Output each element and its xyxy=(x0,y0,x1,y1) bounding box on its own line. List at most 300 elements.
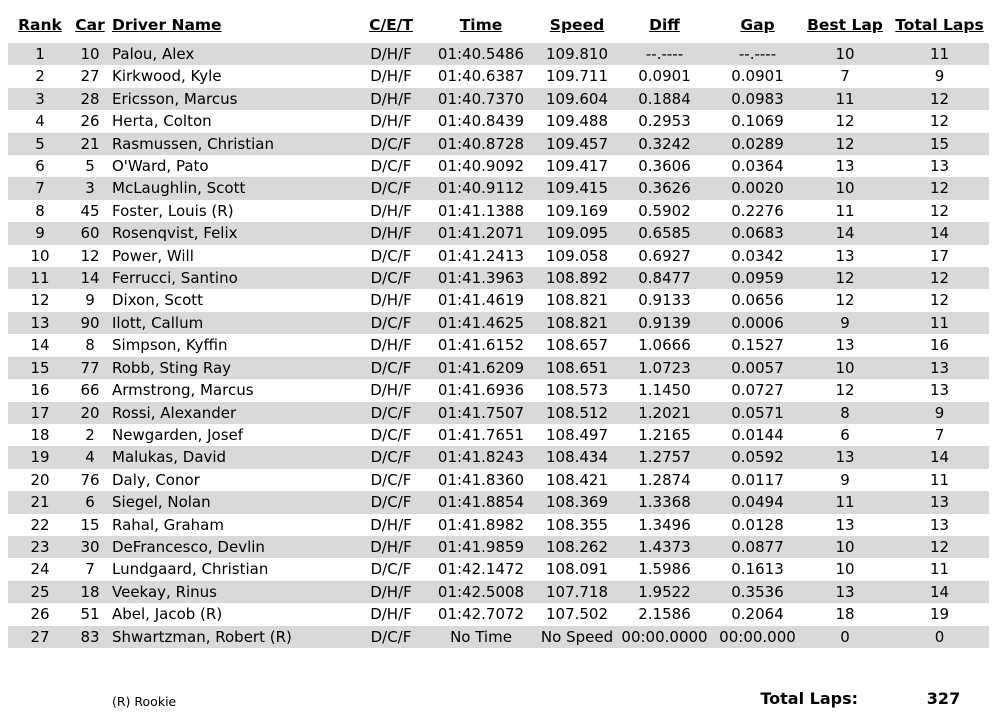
speed-cell: 109.058 xyxy=(545,246,609,265)
driver-name-cell: O'Ward, Pato xyxy=(112,157,209,176)
driver-name-cell: Daly, Conor xyxy=(112,470,200,489)
gap-cell: 0.0656 xyxy=(731,291,784,310)
total-laps-cell: 13 xyxy=(929,358,950,377)
gap-cell: 0.0494 xyxy=(731,493,784,512)
total-laps-cell: 9 xyxy=(934,67,945,86)
time-cell: 01:40.8728 xyxy=(437,134,525,153)
table-row xyxy=(8,334,989,356)
driver-name-cell: Abel, Jacob (R) xyxy=(112,605,223,624)
best-lap-cell: 13 xyxy=(835,448,855,467)
sheet-footer xyxy=(0,684,999,718)
total-laps-cell: 13 xyxy=(929,493,950,512)
best-lap-cell: 12 xyxy=(835,269,855,288)
col-header-total-laps: Total Laps xyxy=(895,16,984,34)
driver-name-cell: Armstrong, Marcus xyxy=(112,381,254,400)
diff-cell: 0.1884 xyxy=(638,89,691,108)
gap-cell: 0.1613 xyxy=(731,560,784,579)
total-laps-cell: 12 xyxy=(929,537,950,556)
driver-name-cell: Rosenqvist, Felix xyxy=(112,224,238,243)
total-laps-cell: 15 xyxy=(929,134,950,153)
col-header-speed: Speed xyxy=(549,16,605,34)
total-laps-cell: 7 xyxy=(934,425,945,444)
time-cell: 01:40.5486 xyxy=(437,45,525,63)
car-number-cell: 3 xyxy=(85,179,95,198)
driver-name-cell: Ferrucci, Santino xyxy=(112,269,238,288)
rank-cell: 20 xyxy=(30,470,50,489)
gap-cell: 0.0020 xyxy=(731,179,784,198)
diff-cell: 0.5902 xyxy=(638,201,691,220)
table-row xyxy=(8,536,989,558)
car-number-cell: 21 xyxy=(80,134,100,153)
diff-cell: 1.5986 xyxy=(638,560,691,579)
rank-cell: 14 xyxy=(30,336,50,355)
car-number-cell: 76 xyxy=(80,470,100,489)
rank-cell: 3 xyxy=(35,89,45,108)
driver-name-cell: Simpson, Kyffin xyxy=(112,336,228,355)
gap-cell: 0.0901 xyxy=(731,67,784,86)
table-row xyxy=(8,357,989,379)
table-row xyxy=(8,603,989,625)
car-number-cell: 51 xyxy=(80,605,100,624)
rank-cell: 21 xyxy=(30,493,50,512)
driver-name-cell: Herta, Colton xyxy=(112,112,212,131)
diff-cell: 0.2953 xyxy=(638,112,691,131)
best-lap-cell: 10 xyxy=(835,560,855,579)
speed-cell: 107.718 xyxy=(545,582,609,601)
car-number-cell: 18 xyxy=(80,582,100,601)
table-row xyxy=(8,558,989,580)
table-row xyxy=(8,65,989,87)
rank-cell: 10 xyxy=(30,246,50,265)
cet-cell: D/H/F xyxy=(370,224,412,243)
car-number-cell: 66 xyxy=(80,381,100,400)
gap-cell: 0.0364 xyxy=(731,157,784,176)
driver-name-cell: Newgarden, Josef xyxy=(112,425,244,444)
results-table-body xyxy=(8,43,989,648)
total-laps-cell: 13 xyxy=(929,157,950,176)
diff-cell: 0.3606 xyxy=(638,157,691,176)
best-lap-cell: 10 xyxy=(835,358,855,377)
speed-cell: 108.262 xyxy=(545,537,609,556)
car-number-cell: 8 xyxy=(85,336,95,355)
speed-cell: 109.457 xyxy=(545,134,609,153)
speed-cell: 109.604 xyxy=(545,89,609,108)
driver-name-cell: Robb, Sting Ray xyxy=(112,358,232,377)
rank-cell: 24 xyxy=(30,560,50,579)
driver-name-cell: DeFrancesco, Devlin xyxy=(112,537,265,556)
total-laps-cell: 12 xyxy=(929,269,950,288)
driver-name-cell: Lundgaard, Christian xyxy=(112,560,269,579)
best-lap-cell: 9 xyxy=(840,313,850,332)
time-cell: 01:40.9092 xyxy=(437,157,525,176)
driver-name-cell: Power, Will xyxy=(112,246,194,265)
speed-cell: 108.651 xyxy=(545,358,609,377)
time-cell: 01:41.3963 xyxy=(437,269,525,288)
speed-cell: 108.497 xyxy=(545,425,609,444)
speed-cell: 109.417 xyxy=(545,157,609,176)
car-number-cell: 90 xyxy=(80,313,100,332)
diff-cell: 00:00.0000 xyxy=(621,627,708,646)
best-lap-cell: 10 xyxy=(835,45,855,63)
best-lap-cell: 10 xyxy=(835,537,855,556)
cet-cell: D/H/F xyxy=(370,291,412,310)
table-row xyxy=(8,110,989,132)
cet-cell: D/C/F xyxy=(370,493,412,512)
diff-cell: 1.9522 xyxy=(638,582,691,601)
time-cell: 01:41.9859 xyxy=(437,537,525,556)
speed-cell: 109.415 xyxy=(545,179,609,198)
col-header-rank: Rank xyxy=(18,16,62,34)
rank-cell: 16 xyxy=(30,381,50,400)
rank-cell: 23 xyxy=(30,537,50,556)
gap-cell: 0.2276 xyxy=(731,201,784,220)
best-lap-cell: 8 xyxy=(840,403,850,422)
col-header-best-lap: Best Lap xyxy=(807,16,883,34)
gap-cell: 0.0006 xyxy=(731,313,784,332)
rank-cell: 26 xyxy=(30,605,50,624)
total-laps-cell: 12 xyxy=(929,112,950,131)
speed-cell: 108.355 xyxy=(545,515,609,534)
total-laps-cell: 14 xyxy=(929,582,950,601)
car-number-cell: 14 xyxy=(80,269,100,288)
time-cell: 01:40.7370 xyxy=(437,89,525,108)
rank-cell: 17 xyxy=(30,403,50,422)
table-row xyxy=(8,267,989,289)
diff-cell: 1.0666 xyxy=(638,336,691,355)
time-cell: 01:41.1388 xyxy=(437,201,525,220)
cet-cell: D/H/F xyxy=(370,605,412,624)
gap-cell: 0.0877 xyxy=(731,537,784,556)
table-row xyxy=(8,514,989,536)
driver-name-cell: Rasmussen, Christian xyxy=(112,134,274,153)
timing-results-sheet xyxy=(0,16,999,709)
rank-cell: 7 xyxy=(35,179,45,198)
driver-name-cell: Rahal, Graham xyxy=(112,515,224,534)
diff-cell: 0.6585 xyxy=(638,224,691,243)
cet-cell: D/C/F xyxy=(370,157,412,176)
time-cell: 01:41.4619 xyxy=(437,291,525,310)
time-cell: 01:41.7507 xyxy=(437,403,525,422)
total-laps-cell: 12 xyxy=(929,201,950,220)
best-lap-cell: 6 xyxy=(840,425,850,444)
results-table xyxy=(8,16,989,648)
time-cell: 01:41.8243 xyxy=(437,448,525,467)
driver-name-cell: McLaughlin, Scott xyxy=(112,179,246,198)
rank-cell: 11 xyxy=(30,269,50,288)
best-lap-cell: 13 xyxy=(835,336,855,355)
best-lap-cell: 10 xyxy=(835,179,855,198)
driver-name-cell: Malukas, David xyxy=(112,448,227,467)
gap-cell: 0.0727 xyxy=(731,381,784,400)
car-number-cell: 60 xyxy=(80,224,100,243)
driver-name-cell: Ilott, Callum xyxy=(112,313,204,332)
time-cell: 01:41.8854 xyxy=(437,493,525,512)
total-laps-cell: 13 xyxy=(929,381,950,400)
table-row xyxy=(8,222,989,244)
diff-cell: 1.4373 xyxy=(638,537,691,556)
best-lap-cell: 0 xyxy=(840,627,850,646)
table-row xyxy=(8,289,989,311)
best-lap-cell: 13 xyxy=(835,582,855,601)
diff-cell: 0.8477 xyxy=(638,269,691,288)
rank-cell: 18 xyxy=(30,425,50,444)
table-row xyxy=(8,402,989,424)
time-cell: 01:42.7072 xyxy=(437,605,525,624)
speed-cell: 107.502 xyxy=(545,605,609,624)
rank-cell: 9 xyxy=(35,224,45,243)
speed-cell: 108.573 xyxy=(545,381,609,400)
rank-cell: 2 xyxy=(35,67,45,86)
diff-cell: 1.2874 xyxy=(638,470,691,489)
gap-cell: 0.0289 xyxy=(731,134,784,153)
gap-cell: 0.0057 xyxy=(731,358,784,377)
speed-cell: 108.512 xyxy=(545,403,609,422)
rank-cell: 5 xyxy=(35,134,45,153)
table-row xyxy=(8,581,989,603)
rank-cell: 15 xyxy=(30,358,50,377)
cet-cell: D/C/F xyxy=(370,358,412,377)
table-row xyxy=(8,200,989,222)
car-number-cell: 20 xyxy=(80,403,100,422)
speed-cell: 108.821 xyxy=(545,313,609,332)
table-row xyxy=(8,133,989,155)
time-cell: 01:41.7651 xyxy=(437,425,525,444)
car-number-cell: 27 xyxy=(80,67,100,86)
best-lap-cell: 12 xyxy=(835,112,855,131)
best-lap-cell: 13 xyxy=(835,157,855,176)
col-header-driver-name: Driver Name xyxy=(112,16,222,34)
gap-cell: 0.0592 xyxy=(731,448,784,467)
gap-cell: 0.3536 xyxy=(731,582,784,601)
cet-cell: D/C/F xyxy=(370,448,412,467)
cet-cell: D/H/F xyxy=(370,336,412,355)
table-row xyxy=(8,177,989,199)
best-lap-cell: 13 xyxy=(835,515,855,534)
cet-cell: D/H/F xyxy=(370,201,412,220)
gap-cell: 0.0983 xyxy=(731,89,784,108)
gap-cell: 0.0117 xyxy=(731,470,784,489)
total-laps-cell: 17 xyxy=(929,246,950,265)
speed-cell: 109.169 xyxy=(545,201,609,220)
cet-cell: D/C/F xyxy=(370,470,412,489)
car-number-cell: 77 xyxy=(80,358,100,377)
best-lap-cell: 18 xyxy=(835,605,855,624)
cet-cell: D/C/F xyxy=(370,269,412,288)
speed-cell: 108.421 xyxy=(545,470,609,489)
diff-cell: 0.6927 xyxy=(638,246,691,265)
diff-cell: 0.9133 xyxy=(638,291,691,310)
best-lap-cell: 9 xyxy=(840,470,850,489)
total-laps-cell: 12 xyxy=(929,291,950,310)
car-number-cell: 7 xyxy=(85,560,95,579)
diff-cell: 2.1586 xyxy=(638,605,691,624)
rank-cell: 4 xyxy=(35,112,45,131)
cet-cell: D/C/F xyxy=(370,246,412,265)
car-number-cell: 28 xyxy=(80,89,100,108)
total-laps-cell: 9 xyxy=(934,403,945,422)
driver-name-cell: Foster, Louis (R) xyxy=(112,201,234,220)
table-row xyxy=(8,312,989,334)
best-lap-cell: 11 xyxy=(835,89,855,108)
diff-cell: 1.2757 xyxy=(638,448,691,467)
diff-cell: 1.3496 xyxy=(638,515,691,534)
cet-cell: D/C/F xyxy=(370,403,412,422)
driver-name-cell: Shwartzman, Robert (R) xyxy=(112,627,292,646)
driver-name-cell: Veekay, Rinus xyxy=(112,582,217,601)
time-cell: 01:41.8360 xyxy=(437,470,525,489)
col-header-gap: Gap xyxy=(740,16,775,34)
cet-cell: D/H/F xyxy=(370,537,412,556)
col-header-car: Car xyxy=(75,16,105,34)
time-cell: 01:40.6387 xyxy=(437,67,525,86)
total-laps-value: 327 xyxy=(926,689,961,708)
car-number-cell: 6 xyxy=(85,493,95,512)
rank-cell: 13 xyxy=(30,313,50,332)
diff-cell: 1.2165 xyxy=(638,425,691,444)
header-row xyxy=(8,16,989,43)
total-laps-cell: 11 xyxy=(929,470,950,489)
table-row xyxy=(8,88,989,110)
time-cell: 01:40.8439 xyxy=(437,112,525,131)
speed-cell: 108.369 xyxy=(545,493,609,512)
best-lap-cell: 14 xyxy=(835,224,855,243)
diff-cell: 1.3368 xyxy=(638,493,691,512)
speed-cell: 108.821 xyxy=(545,291,609,310)
best-lap-cell: 12 xyxy=(835,291,855,310)
car-number-cell: 15 xyxy=(80,515,100,534)
speed-cell: 108.892 xyxy=(545,269,609,288)
cet-cell: D/C/F xyxy=(370,560,412,579)
rank-cell: 8 xyxy=(35,201,45,220)
car-number-cell: 30 xyxy=(80,537,100,556)
total-laps-cell: 12 xyxy=(929,89,950,108)
gap-cell: 0.0128 xyxy=(731,515,784,534)
driver-name-cell: Palou, Alex xyxy=(112,45,195,63)
time-cell: 01:41.4625 xyxy=(437,313,525,332)
total-laps-cell: 14 xyxy=(929,448,950,467)
speed-cell: 108.657 xyxy=(545,336,609,355)
driver-name-cell: Rossi, Alexander xyxy=(112,403,237,422)
best-lap-cell: 12 xyxy=(835,134,855,153)
cet-cell: D/C/F xyxy=(370,179,412,198)
time-cell: 01:41.2413 xyxy=(437,246,525,265)
time-cell: 01:41.8982 xyxy=(437,515,525,534)
rank-cell: 22 xyxy=(30,515,50,534)
total-laps-cell: 11 xyxy=(929,560,950,579)
diff-cell: --.---- xyxy=(645,45,684,63)
cet-cell: D/H/F xyxy=(370,67,412,86)
diff-cell: 1.2021 xyxy=(638,403,691,422)
table-row xyxy=(8,491,989,513)
table-row xyxy=(8,626,989,648)
time-cell: 01:42.5008 xyxy=(437,582,525,601)
cet-cell: D/H/F xyxy=(370,112,412,131)
time-cell: 01:41.2071 xyxy=(437,224,525,243)
col-header-cet: C/E/T xyxy=(369,16,413,34)
diff-cell: 1.1450 xyxy=(638,381,691,400)
time-cell: 01:40.9112 xyxy=(437,179,525,198)
cet-cell: D/C/F xyxy=(370,313,412,332)
speed-cell: 108.434 xyxy=(545,448,609,467)
gap-cell: 00:00.000 xyxy=(719,627,796,646)
car-number-cell: 5 xyxy=(85,157,95,176)
rank-cell: 27 xyxy=(30,627,50,646)
gap-cell: 0.0683 xyxy=(731,224,784,243)
rank-cell: 12 xyxy=(30,291,50,310)
total-laps-label: Total Laps: xyxy=(760,689,858,708)
speed-cell: 108.091 xyxy=(545,560,609,579)
best-lap-cell: 11 xyxy=(835,201,855,220)
total-laps-cell: 11 xyxy=(929,45,950,63)
rank-cell: 25 xyxy=(30,582,50,601)
driver-name-cell: Ericsson, Marcus xyxy=(112,89,238,108)
best-lap-cell: 11 xyxy=(835,493,855,512)
car-number-cell: 10 xyxy=(80,45,100,63)
cet-cell: D/H/F xyxy=(370,89,412,108)
diff-cell: 0.3242 xyxy=(638,134,691,153)
driver-name-cell: Dixon, Scott xyxy=(112,291,204,310)
total-laps-cell: 16 xyxy=(929,336,950,355)
table-row xyxy=(8,424,989,446)
table-row xyxy=(8,245,989,267)
best-lap-cell: 13 xyxy=(835,246,855,265)
total-laps-cell: 11 xyxy=(929,313,950,332)
total-laps-cell: 13 xyxy=(929,515,950,534)
time-cell: No Time xyxy=(450,627,512,646)
gap-cell: --.---- xyxy=(738,45,777,63)
gap-cell: 0.0144 xyxy=(731,425,784,444)
speed-cell: No Speed xyxy=(540,627,614,646)
rank-cell: 6 xyxy=(35,157,45,176)
best-lap-cell: 12 xyxy=(835,381,855,400)
car-number-cell: 2 xyxy=(85,425,95,444)
gap-cell: 0.1527 xyxy=(731,336,784,355)
gap-cell: 0.0571 xyxy=(731,403,784,422)
driver-name-cell: Siegel, Nolan xyxy=(112,493,211,512)
gap-cell: 0.1069 xyxy=(731,112,784,131)
cet-cell: D/H/F xyxy=(370,381,412,400)
rank-cell: 1 xyxy=(35,45,45,63)
car-number-cell: 12 xyxy=(80,246,100,265)
speed-cell: 109.810 xyxy=(545,45,609,63)
total-laps-cell: 12 xyxy=(929,179,950,198)
car-number-cell: 83 xyxy=(80,627,100,646)
speed-cell: 109.095 xyxy=(545,224,609,243)
cet-cell: D/C/F xyxy=(370,627,412,646)
gap-cell: 0.2064 xyxy=(731,605,784,624)
total-laps-cell: 0 xyxy=(934,627,945,646)
speed-cell: 109.488 xyxy=(545,112,609,131)
cet-cell: D/H/F xyxy=(370,582,412,601)
table-row xyxy=(8,379,989,401)
time-cell: 01:41.6209 xyxy=(437,358,525,377)
diff-cell: 1.0723 xyxy=(638,358,691,377)
time-cell: 01:42.1472 xyxy=(437,560,525,579)
car-number-cell: 4 xyxy=(85,448,95,467)
speed-cell: 109.711 xyxy=(545,67,609,86)
gap-cell: 0.0959 xyxy=(731,269,784,288)
cet-cell: D/C/F xyxy=(370,425,412,444)
best-lap-cell: 7 xyxy=(840,67,850,86)
cet-cell: D/H/F xyxy=(370,45,412,63)
rank-cell: 19 xyxy=(30,448,50,467)
time-cell: 01:41.6152 xyxy=(437,336,525,355)
table-row xyxy=(8,469,989,491)
table-row xyxy=(8,446,989,468)
diff-cell: 0.0901 xyxy=(638,67,691,86)
diff-cell: 0.3626 xyxy=(638,179,691,198)
col-header-diff: Diff xyxy=(649,16,680,34)
